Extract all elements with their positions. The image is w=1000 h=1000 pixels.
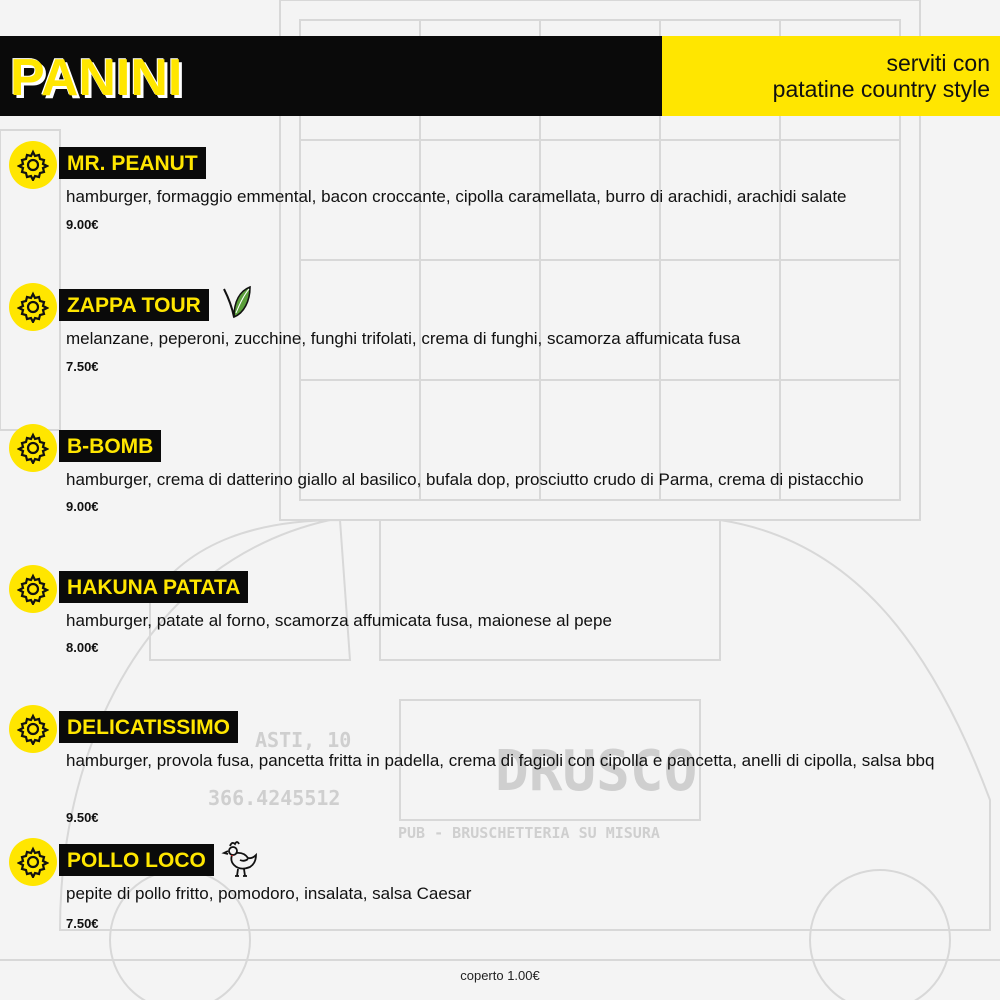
item-description: hamburger, patate al forno, scamorza affumicata fusa, maionese al pepe <box>66 611 612 630</box>
gear-icon <box>9 424 57 472</box>
page-title: PANINI <box>10 49 183 107</box>
item-description: melanzane, peperoni, zucchine, funghi trifolati, crema di funghi, scamorza affumicata fusa <box>66 329 741 348</box>
item-price: 9.00€ <box>66 217 99 232</box>
sign-brand: DRUSCO <box>495 739 698 804</box>
gear-icon <box>9 141 57 189</box>
item-name: B-BOMB <box>59 430 161 462</box>
vegetarian-leaf-icon <box>218 283 254 326</box>
item-price: 9.00€ <box>66 499 99 514</box>
item-name: POLLO LOCO <box>59 844 214 876</box>
item-name: ZAPPA TOUR <box>59 289 209 321</box>
item-description: hamburger, formaggio emmental, bacon croccante, cipolla caramellata, burro di arachidi, arachidi salate <box>66 187 847 206</box>
subtitle-box <box>662 36 1000 116</box>
sign-tagline: PUB - BRUSCHETTERIA SU MISURA <box>398 824 660 842</box>
item-description: hamburger, crema di datterino giallo al basilico, bufala dop, prosciutto crudo di Parma, crema di pistacchio <box>66 470 864 489</box>
item-name: DELICATISSIMO <box>59 711 238 743</box>
item-price: 8.00€ <box>66 640 99 655</box>
subtitle <box>773 50 990 102</box>
cover-charge: coperto 1.00€ <box>460 968 540 983</box>
gear-icon <box>9 705 57 753</box>
item-price: 7.50€ <box>66 916 99 931</box>
gear-icon <box>9 838 57 886</box>
item-name: HAKUNA PATATA <box>59 571 248 603</box>
item-description: hamburger, provola fusa, pancetta fritta in padella, crema di fagioli con cipolla e pancetta, anelli di cipolla, salsa bbq <box>66 751 935 770</box>
subtitle-line-2: patatine country style <box>772 76 990 102</box>
chicken-icon <box>220 838 260 885</box>
sign-phone: 366.4245512 <box>208 786 341 810</box>
sign-address: ASTI, 10 <box>255 728 352 752</box>
item-description: pepite di pollo fritto, pomodoro, insalata, salsa Caesar <box>66 884 472 903</box>
item-price: 9.50€ <box>66 810 99 825</box>
gear-icon <box>9 565 57 613</box>
item-price: 7.50€ <box>66 359 99 374</box>
item-name: MR. PEANUT <box>59 147 206 179</box>
gear-icon <box>9 283 57 331</box>
subtitle-line-1: serviti con <box>886 50 990 76</box>
